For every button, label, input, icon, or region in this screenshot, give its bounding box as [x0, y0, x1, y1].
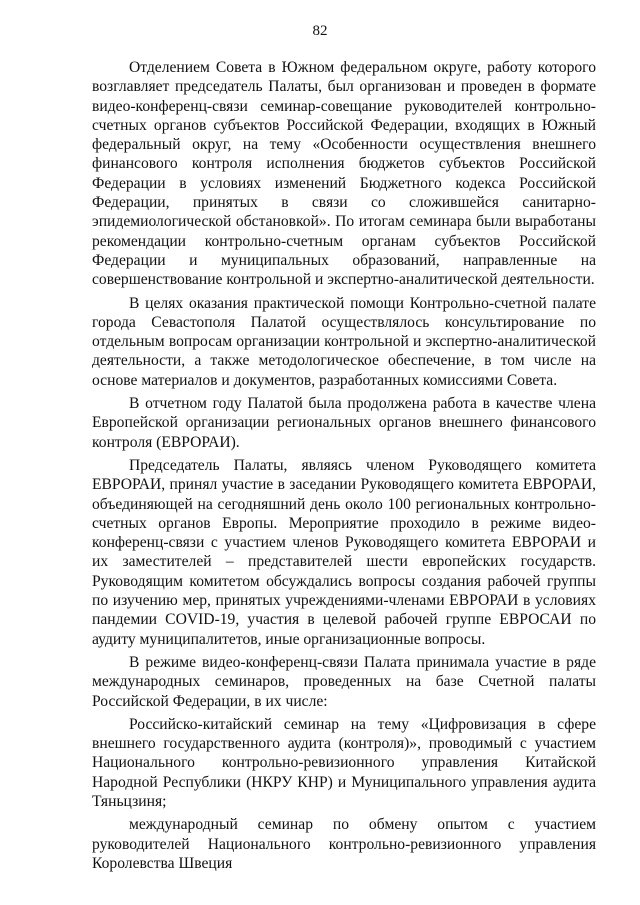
- paragraph-russia-china-seminar: Российско-китайский семинар на тему «Цифровизация в сфере внешнего государственного аудита (контроля)», проводимый с участием Национального контрольно-ревизионного управления Китайской Народной Республики (НКРУ КНР) и Муниципального управления аудита Тяньцзиня;: [92, 715, 596, 810]
- paragraph-sevastopol-assistance: В целях оказания практической помощи Контрольно-счетной палате города Севастополя Палатой осуществлялось консультирование по отдельным вопросам организации контрольной и экспертно-аналитической деятельности, а также методологическое обеспечение, в том числе на основе материалов и документов, разработанных комиссиями Совета.: [92, 294, 596, 389]
- paragraph-steering-committee: Председатель Палаты, являясь членом Руководящего комитета ЕВРОРАИ, принял участие в заседании Руководящего комитета ЕВРОРАИ, объединяющей на сегодняшний день около 100 региональных контрольно-счетных органов Европы. Мероприятие проходило в режиме видео-конференц-связи с участием членов Руководящего комитета ЕВРОРАИ и их заместителей – представителей шести европейских государств. Руководящим комитетом обсуждались вопросы создания рабочей группы по изучению мер, принятых учреждениями-членами ЕВРОРАИ в условиях пандемии COVID-19, участия в целевой рабочей группе ЕВРОСАИ по аудиту муниципалитетов, иные организационные вопросы.: [92, 456, 596, 648]
- document-body: [92, 58, 596, 877]
- paragraph-international-seminars: В режиме видео-конференц-связи Палата принимала участие в ряде международных семинаров, проведенных на базе Счетной палаты Российской Федерации, в их числе:: [92, 653, 596, 710]
- paragraph-council-seminar: Отделением Совета в Южном федеральном округе, работу которого возглавляет председатель Палаты, был организован и проведен в формате видео-конференц-связи семинар-совещание руководителей контрольно-счетных органов субъектов Российской Федерации, входящих в Южный федеральный округ, на тему «Особенности осуществления внешнего финансового контроля исполнения бюджетов субъектов Российской Федерации в условиях изменений Бюджетного кодекса Российской Федерации, принятых в связи со сложившейся санитарно-эпидемиологической обстановкой». По итогам семинара были выработаны рекомендации контрольно-счетным органам субъектов Российской Федерации и муниципальных образований, направленные на совершенствование контрольной и экспертно-аналитической деятельности.: [92, 59, 596, 289]
- paragraph-sweden-seminar: международный семинар по обмену опытом с участием руководителей Национального контрольно-ревизионного управления Королевства Швеция: [92, 816, 596, 872]
- page-number: 82: [312, 23, 328, 39]
- paragraph-eurorai-membership: В отчетном году Палатой была продолжена работа в качестве члена Европейской организации региональных органов внешнего финансового контроля (ЕВРОРАИ).: [92, 395, 596, 451]
